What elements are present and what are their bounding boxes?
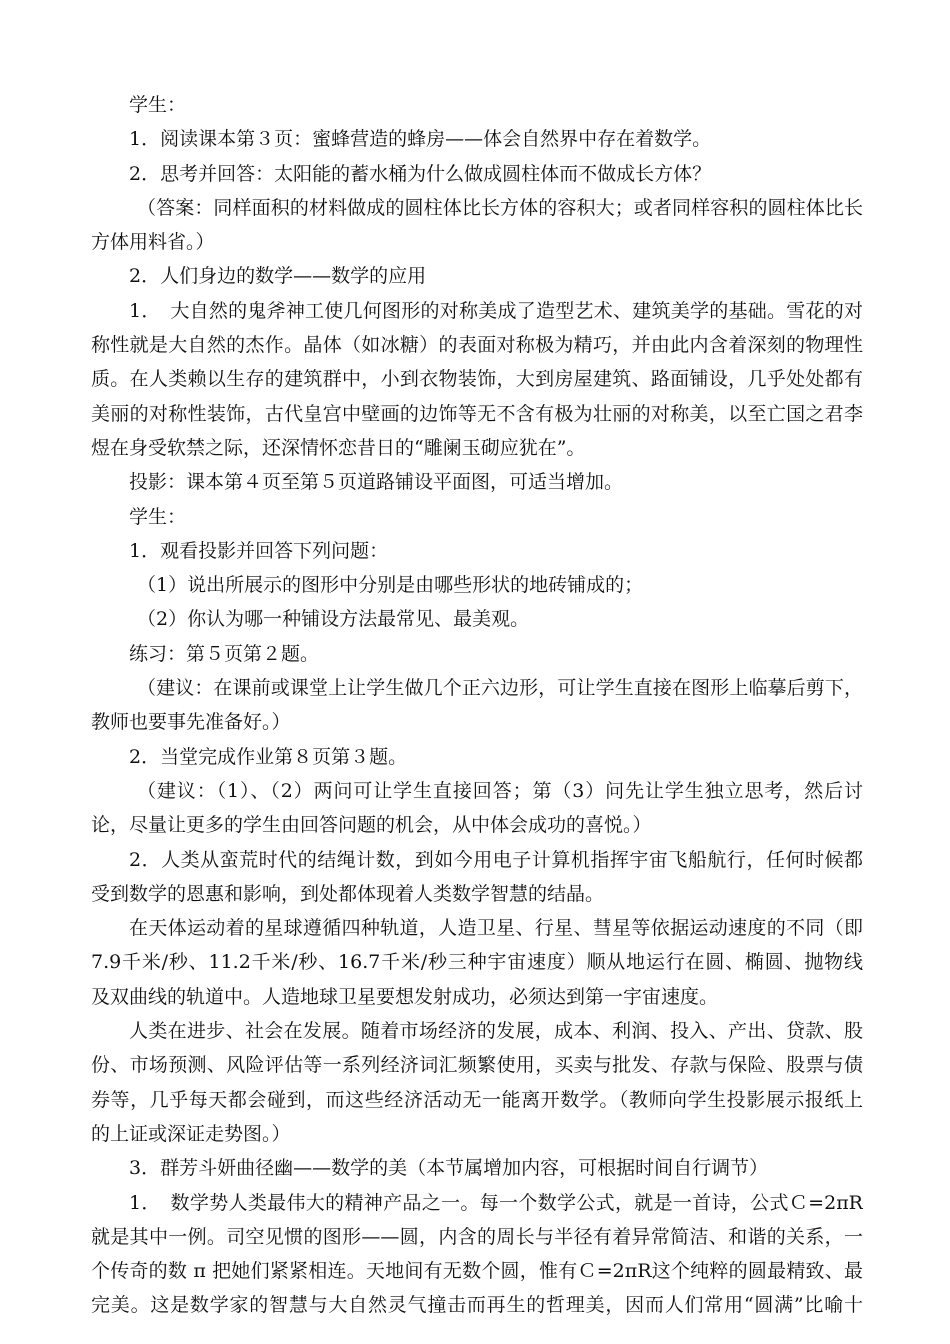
text-line: 1．阅读课本第３页：蜜蜂营造的蜂房——体会自然界中存在着数学。 <box>129 128 712 151</box>
text-line: 学生： <box>129 505 187 528</box>
text-line: 完美。这是数学家的智慧与大自然灵气撞击而再生的哲理美，因而人们常用“圆满”比喻十 <box>91 1294 863 1317</box>
text-line: 券等，几乎每天都会碰到，而这些经济活动无一能离开数学。（教师向学生投影展示报纸上 <box>91 1088 863 1111</box>
text-line: 7.9千米/秒、11.2千米/秒、16.7千米/秒三种宇宙速度）顺从地运行在圆、椭圆、抛物线 <box>91 951 863 974</box>
text-line: 教师也要事先准备好。） <box>91 711 291 734</box>
text-line: 学生： <box>129 94 187 116</box>
text-line: 投影：课本第４页至第５页道路铺设平面图，可适当增加。 <box>129 471 624 494</box>
text-line: 方体用料省。） <box>91 231 215 254</box>
text-line: 2．人类从蛮荒时代的结绳计数，到如今用电子计算机指挥宇宙飞船航行，任何时候都 <box>129 848 863 871</box>
text-line: 份、市场预测、风险评估等一系列经济词汇频繁使用，买卖与批发、存款与保险、股票与债 <box>91 1054 863 1077</box>
text-line: （1）说出所展示的图形中分别是由哪些形状的地砖铺成的； <box>137 574 644 597</box>
text-line: 2．人们身边的数学——数学的应用 <box>129 265 427 288</box>
text-line: 就是其中一例。司空见惯的图形——圆，内含的周长与半径有着异常简洁、和谐的关系，一 <box>91 1225 863 1248</box>
text-line: 1． 数学势人类最伟大的精神产品之一。每一个数学公式，就是一首诗，公式Ｃ=2πR <box>129 1191 863 1214</box>
text-line: （建议：在课前或课堂上让学生做几个正六边形，可让学生直接在图形上临摹后剪下， <box>137 677 863 700</box>
text-line: 3．群芳斗妍曲径幽——数学的美（本节属增加内容，可根据时间自行调节） <box>129 1157 769 1180</box>
text-line: （建议：（1）、（2）两问可让学生直接回答；第（3）问先让学生独立思考，然后讨 <box>137 779 863 802</box>
text-line: 个传奇的数 π 把她们紧紧相连。天地间有无数个圆，惟有Ｃ=2πR这个纯粹的圆最精致、最 <box>91 1260 863 1283</box>
text-line: 煜在身受软禁之际，还深情怀恋昔日的“雕阑玉砌应犹在”。 <box>91 436 586 459</box>
text-line: 1． 大自然的鬼斧神工使几何图形的对称美成了造型艺术、建筑美学的基础。雪花的对 <box>129 299 863 322</box>
text-line: 称性就是大自然的杰作。晶体（如冰糖）的表面对称极为精巧，并由此内含着深刻的物理性 <box>91 334 863 357</box>
text-line: （答案：同样面积的材料做成的圆柱体比长方体的容积大；或者同样容积的圆柱体比长 <box>137 196 863 219</box>
text-line: 2．思考并回答：太阳能的蓄水桶为什么做成圆柱体而不做成长方体？ <box>129 162 712 185</box>
text-line: 质。在人类赖以生存的建筑群中，小到衣物装饰，大到房屋建筑、路面铺设，几乎处处都有 <box>91 368 863 391</box>
text-line: 1．观看投影并回答下列问题： <box>129 539 389 562</box>
text-line: 论，尽量让更多的学生由回答问题的机会，从中体会成功的喜悦。） <box>91 814 652 837</box>
document-body <box>91 88 863 1323</box>
text-line: 受到数学的恩惠和影响，到处都体现着人类数学智慧的结晶。 <box>91 882 605 905</box>
text-line: 美丽的对称性装饰，古代皇宫中壁画的边饰等无不含有极为壮丽的对称美，以至亡国之君李 <box>91 402 863 425</box>
text-line: 在天体运动着的星球遵循四种轨道，人造卫星、行星、彗星等依据运动速度的不同（即 <box>129 917 863 940</box>
text-line: 练习：第５页第２题。 <box>129 642 320 665</box>
text-line: 2．当堂完成作业第８页第３题。 <box>129 745 408 768</box>
text-line: 及双曲线的轨道中。人造地球卫星要想发射成功，必须达到第一宇宙速度。 <box>91 985 719 1008</box>
text-line: 人类在进步、社会在发展。随着市场经济的发展，成本、利润、投入、产出、贷款、股 <box>129 1020 863 1043</box>
text-line: （2）你认为哪一种铺设方法最常见、最美观。 <box>137 608 530 631</box>
text-line: 的上证或深证走势图。） <box>91 1122 291 1145</box>
